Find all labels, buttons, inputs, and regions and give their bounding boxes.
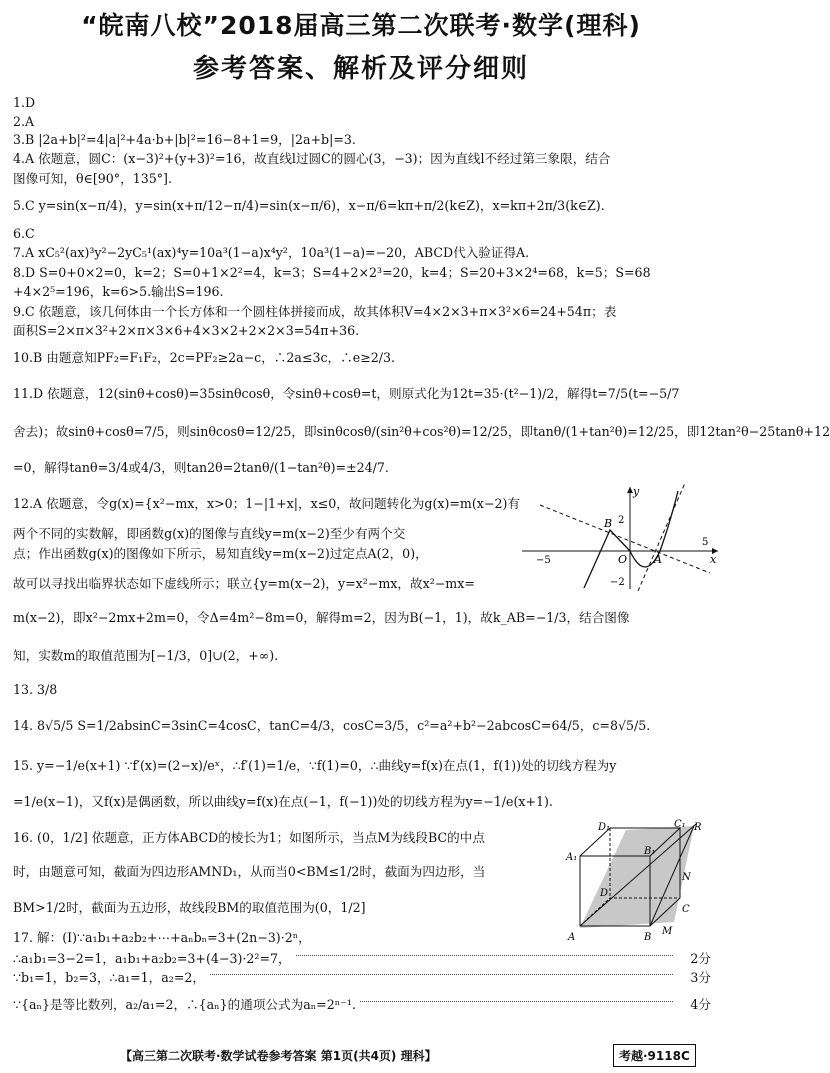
- answer-11-line-3: =0，解得tanθ=3/4或4/3，则tan2θ=2tanθ/(1−tan²θ)=±24/7.: [13, 460, 389, 475]
- score-line-3: [13, 994, 713, 1010]
- answer-17-line-1: 17. 解：(Ⅰ)∵a₁b₁+a₂b₂+⋯+aₙbₙ=3+(2n−3)·2ⁿ，: [13, 930, 311, 945]
- graph-point-a: A: [654, 553, 662, 566]
- graph-y-label: y: [633, 485, 640, 498]
- cube-b1: B₁: [644, 846, 656, 857]
- answer-5: 5.C y=sin(x−π/4)，y=sin(x+π/12−π/4)=sin(x−π/6)，x−π/6=kπ+π/2(k∈Z)，x=kπ+2π/3(k∈Z).: [13, 198, 605, 213]
- answer-15-line-2: =1/e(x−1)，又f(x)是偶函数，所以曲线y=f(x)在点(−1，f(−1))处的切线方程为y=−1/e(x+1).: [13, 794, 553, 809]
- graph-point-b: B: [604, 517, 613, 530]
- graph-x-label: x: [710, 553, 717, 566]
- footer-code: 考越·9118C: [613, 1044, 696, 1067]
- answer-11-line-1: 11.D 依题意，12(sinθ+cosθ)=35sinθcosθ，令sinθ+cosθ=t，则原式化为12t=35·(t²−1)/2，解得t=7/5(t=−5/7: [13, 386, 680, 401]
- graph-tick-2: 2: [618, 515, 625, 526]
- score-line-1-points: 2分: [687, 948, 711, 967]
- cube-figure: [566, 818, 716, 946]
- cube-a: A: [568, 932, 576, 943]
- title-line-1: “皖南八校”2018届高三第二次联考·数学(理科): [81, 11, 641, 40]
- score-line-3-text: ∵{aₙ}是等比数列，a₂/a₁=2，∴{aₙ}的通项公式为aₙ=2ⁿ⁻¹.: [13, 997, 360, 1012]
- score-line-2-points: 3分: [687, 967, 711, 986]
- answer-16-line-1: 16. (0，1/2] 依题意，正方体ABCD的棱长为1；如图所示，当点M为线段BC的中点: [13, 830, 485, 845]
- answer-12-line-3: 点；作出函数g(x)的图像如下所示，易知直线y=m(x−2)过定点A(2，0)，: [13, 546, 428, 561]
- cube-d: D: [600, 888, 609, 899]
- answer-9-line-2: 面积S=2×π×3²+2×π×3×6+4×3×2+2×2×3=54π+36.: [13, 323, 360, 338]
- answer-9-line-1: 9.C 依题意，该几何体由一个长方体和一个圆柱体拼接而成，故其体积V=4×2×3+π×3²×6=24+54π；表: [13, 304, 617, 319]
- score-line-1: [13, 948, 713, 964]
- answer-12-line-2: 两个不同的实数解，即函数g(x)的图像与直线y=m(x−2)至少有两个交: [13, 526, 406, 541]
- score-line-3-points: 4分: [687, 994, 711, 1013]
- answer-11-line-2: 舍去)；故sinθ+cosθ=7/5，则sinθcosθ=12/25，即sinθcosθ/(sin²θ+cos²θ)=12/25，即tanθ/(1+tan²θ)=12/25，即12tan²θ−25tanθ+12: [13, 424, 830, 439]
- answer-14: 14. 8√5/5 S=1/2absinC=3sinC=4cosC，tanC=4/3，cosC=3/5，c²=a²+b²−2abcosC=64/5，c=8√5/5.: [13, 718, 651, 733]
- answer-12-line-1: 12.A 依题意，令g(x)={x²−mx，x>0；1−|1+x|，x≤0，故问题转化为g(x)=m(x−2)有: [13, 496, 520, 511]
- cube-b: B: [644, 932, 652, 943]
- cube-r: R: [694, 822, 702, 833]
- answer-6: 6.C: [13, 226, 35, 241]
- answer-16-line-3: BM>1/2时，截面为五边形，故线段BM的取值范围为(0，1/2]: [13, 900, 366, 915]
- score-line-2-text: ∵b₁=1，b₂=3，∴a₁=1，a₂=2，: [13, 970, 209, 985]
- graph-tick-neg2: −2: [610, 577, 625, 588]
- title-line-2: 参考答案、解析及评分细则: [192, 54, 529, 84]
- score-line-2: [13, 967, 713, 983]
- answer-7: 7.A xC₅²(ax)³y²−2yC₅¹(ax)⁴y=10a³(1−a)x⁴y²，10a³(1−a)=−20，ABCD代入验证得A.: [13, 245, 530, 260]
- answer-4-line-2: 图像可知，θ∈[90°，135°].: [13, 171, 172, 186]
- answer-4-line-1: 4.A 依题意，圆C：(x−3)²+(y+3)²=16，故直线l过圆C的圆心(3，−3)；因为直线l不经过第三象限，结合: [13, 151, 611, 166]
- answer-8-line-2: +4×2⁵=196，k=6>5.输出S=196.: [13, 284, 224, 299]
- footer: [0, 1044, 722, 1066]
- graph-tick-5: 5: [702, 537, 709, 548]
- cube-n: N: [682, 872, 691, 883]
- answer-15-line-1: 15. y=−1/e(x+1) ∵f′(x)=(2−x)/eˣ，∴f′(1)=1/e，∵f(1)=0，∴曲线y=f(x)在点(1，f(1))处的切线方程为y: [13, 758, 617, 773]
- cube-m: M: [662, 926, 673, 937]
- answer-2: 2.A: [13, 114, 35, 129]
- answer-13: 13. 3/8: [13, 682, 58, 697]
- answer-8-line-1: 8.D S=0+0×2=0，k=2；S=0+1×2²=4，k=3；S=4+2×2³=20，k=4；S=20+3×2⁴=68，k=5；S=68: [13, 265, 651, 280]
- cube-c1: C₁: [674, 819, 686, 830]
- answer-1: 1.D: [13, 95, 36, 110]
- function-graph-figure: [520, 483, 720, 593]
- cube-c: C: [682, 904, 690, 915]
- footer-text: 【高三第二次联考·数学试卷参考答案 第1页(共4页) 理科】: [120, 1049, 437, 1063]
- answer-10: 10.B 由题意知PF₂=F₁F₂，2c=PF₂≥2a−c，∴2a≤3c，∴e≥2/3.: [13, 350, 395, 365]
- score-line-1-text: ∴a₁b₁=3−2=1，a₁b₁+a₂b₂=3+(4−3)·2²=7，: [13, 951, 295, 966]
- answer-3: 3.B |2a+b|²=4|a|²+4a·b+|b|²=16−8+1=9，|2a+b|=3.: [13, 132, 356, 147]
- answer-12-line-6: 知，实数m的取值范围为[−1/3，0]∪(2，+∞).: [13, 648, 279, 663]
- answer-12-line-5: m(x−2)，即x²−2mx+2m=0，令Δ=4m²−8m=0，解得m=2，因为B(−1，1)，故k_AB=−1/3，结合图像: [13, 610, 630, 625]
- answer-16-line-2: 时，由题意可知，截面为四边形AMND₁，从而当0<BM≤1/2时，截面为四边形，当: [13, 864, 486, 879]
- graph-origin-label: O: [618, 553, 628, 566]
- cube-d1: D₁: [598, 822, 611, 833]
- cube-a1: A₁: [566, 852, 578, 863]
- graph-tick-neg5: −5: [536, 555, 551, 566]
- answer-12-line-4: 故可以寻找出临界状态如下虚线所示；联立{y=m(x−2)，y=x²−mx，故x²−mx=: [13, 576, 475, 591]
